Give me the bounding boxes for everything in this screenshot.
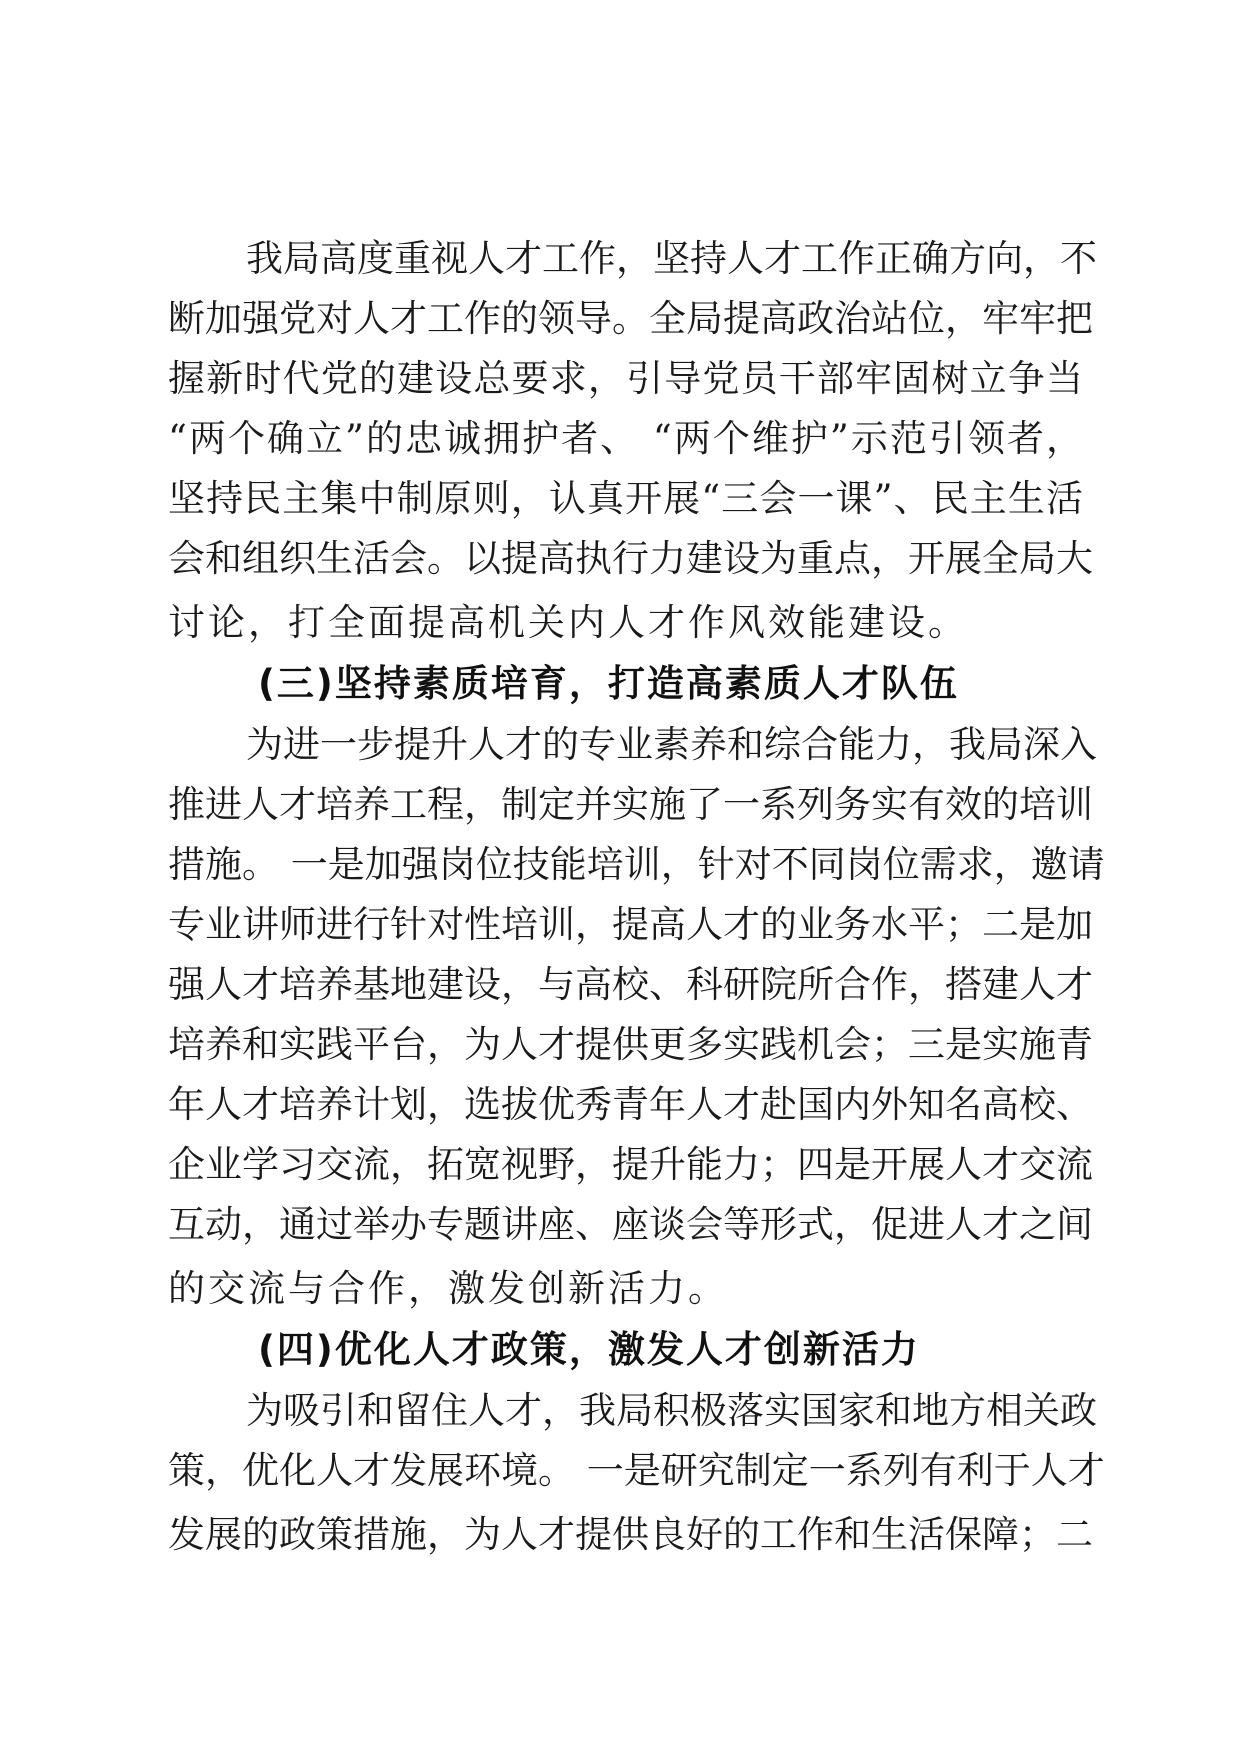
section-heading-4: (四)优化人才政策，激发人才创新活力 (258, 1328, 920, 1371)
paragraph-2-line-9: 互动，通过举办专题讲座、座谈会等形式，促进人才之间 (168, 1203, 1093, 1246)
paragraph-2-line-3: 措施。 一是加强岗位技能培训，针对不同岗位需求，邀请 (168, 843, 1105, 886)
paragraph-3-line-1: 为吸引和留住人才，我局积极落实国家和地方相关政 (246, 1389, 1097, 1432)
paragraph-1-line-4: “两个确立”的忠诚拥护者、 “两个维护”示范引领者， (168, 417, 1083, 460)
paragraph-1-line-1: 我局高度重视人才工作，坚持人才工作正确方向，不 (246, 237, 1097, 280)
section-heading-3: (三)坚持素质培育，打造高素质人才队伍 (258, 662, 959, 705)
paragraph-2-line-10: 的交流与合作，激发创新活力。 (168, 1267, 728, 1310)
paragraph-2-line-1: 为进一步提升人才的专业素养和综合能力，我局深入 (246, 723, 1097, 766)
paragraph-2-line-6: 培养和实践平台，为人才提供更多实践机会；三是实施青 (168, 1023, 1093, 1066)
paragraph-2-line-2: 推进人才培养工程，制定并实施了一系列务实有效的培训 (168, 783, 1093, 826)
paragraph-1-line-5: 坚持民主集中制原则，认真开展“三会一课”、民主生活 (168, 477, 1083, 520)
paragraph-2-line-4: 专业讲师进行针对性培训，提高人才的业务水平；二是加 (168, 903, 1093, 946)
paragraph-1-line-6: 会和组织生活会。以提高执行力建设为重点，开展全局大 (168, 537, 1093, 580)
paragraph-2-line-5: 强人才培养基地建设，与高校、科研院所合作，搭建人才 (168, 963, 1093, 1006)
paragraph-2-line-8: 企业学习交流，拓宽视野，提升能力；四是开展人才交流 (168, 1143, 1093, 1186)
paragraph-1-line-2: 断加强党对人才工作的领导。全局提高政治站位，牢牢把 (168, 297, 1093, 340)
paragraph-3-line-3: 发展的政策措施，为人才提供良好的工作和生活保障；二 (168, 1513, 1093, 1556)
paragraph-2-line-7: 年人才培养计划，选拔优秀青年人才赴国内外知名高校、 (168, 1083, 1093, 1126)
paragraph-3-line-2: 策，优化人才发展环境。 一是研究制定一系列有利于人才 (168, 1449, 1105, 1492)
paragraph-1-line-3: 握新时代党的建设总要求，引导党员干部牢固树立争当 (168, 357, 1083, 400)
paragraph-1-line-7: 讨论，打全面提高机关内人才作风效能建设。 (168, 601, 968, 644)
